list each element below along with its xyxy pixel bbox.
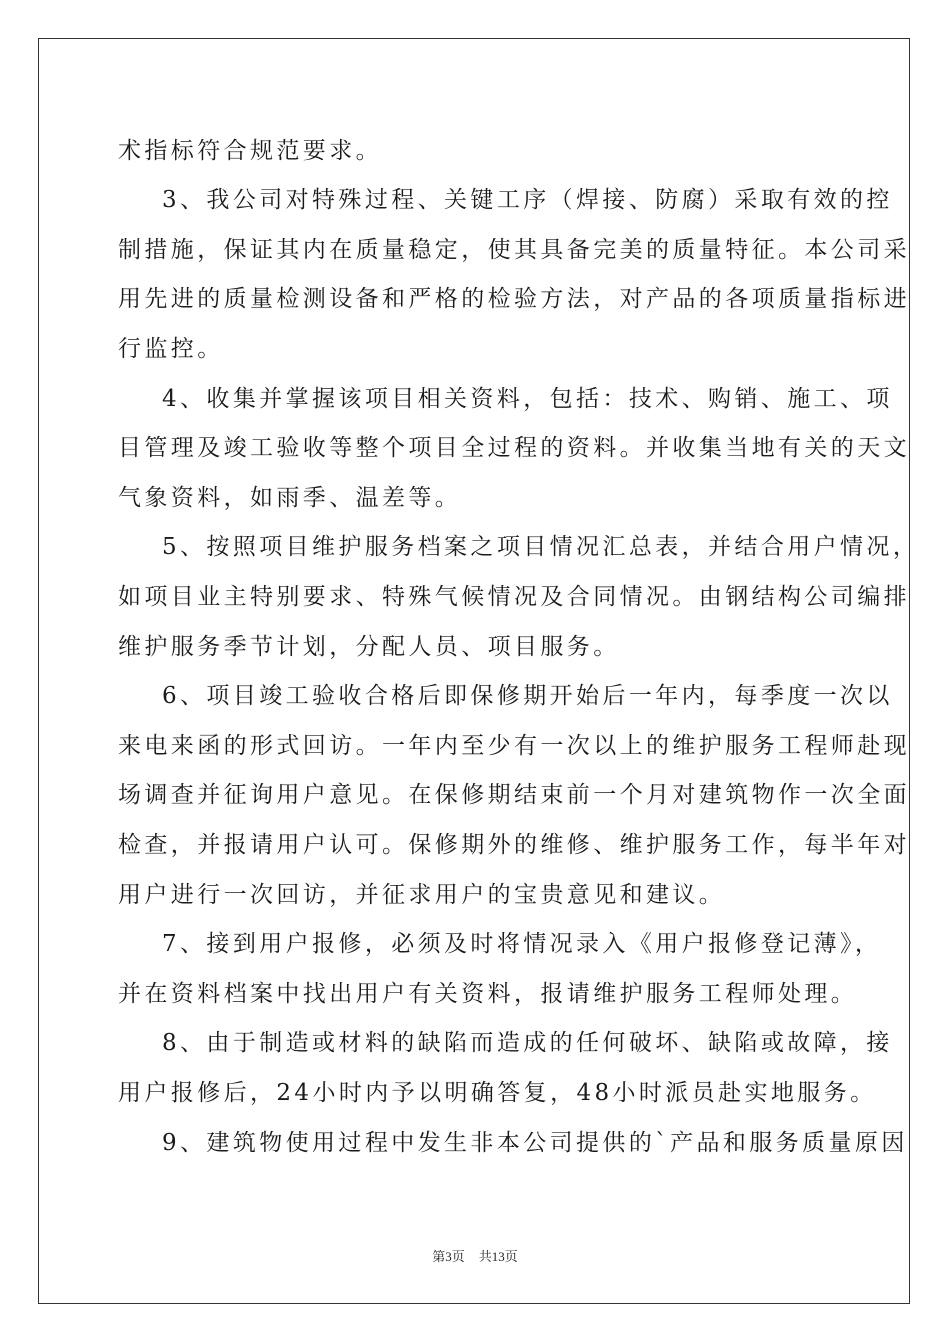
page-total: 共13页: [478, 1249, 518, 1264]
text-line: 维护服务季节计划，分配人员、项目服务。: [118, 634, 620, 660]
paragraph-5-line: 5、按照项目维护服务档案之项目情况汇总表，并结合用户情况，: [162, 534, 920, 560]
text-line: 并在资料档案中找出用户有关资料，报请维护服务工程师处理。: [118, 981, 858, 1007]
page-number: 第3页: [432, 1249, 465, 1264]
text-line: 气象资料，如雨季、温差等。: [118, 485, 462, 511]
text-line: 检查，并报请用户认可。保修期外的维修、维护服务工作，每半年对: [118, 832, 910, 858]
text-line: 场调查并征询用户意见。在保修期结束前一个月对建筑物作一次全面: [118, 782, 910, 808]
page-border: [38, 38, 920, 1304]
text-line: 制措施，保证其内在质量稳定，使其具备完美的质量特征。本公司采: [118, 237, 910, 263]
paragraph-7-line: 7、接到用户报修，必须及时将情况录入《用户报修登记薄》，: [162, 931, 882, 957]
text-line: 目管理及竣工验收等整个项目全过程的资料。并收集当地有关的天文: [118, 435, 910, 461]
paragraph-3-line: 3、我公司对特殊过程、关键工序（焊接、防腐）采取有效的控: [162, 187, 893, 213]
text-line: 用先进的质量检测设备和严格的检验方法，对产品的各项质量指标进: [118, 286, 910, 312]
paragraph-6-line: 6、项目竣工验收合格后即保修期开始后一年内，每季度一次以: [162, 683, 893, 709]
text-line: 行监控。: [118, 336, 224, 362]
text-line: 来电来函的形式回访。一年内至少有一次以上的维护服务工程师赴现: [118, 733, 910, 759]
text-line: 如项目业主特别要求、特殊气候情况及合同情况。由钢结构公司编排: [118, 584, 910, 610]
text-line: 用户报修后，24小时内予以明确答复，48小时派员赴实地服务。: [118, 1080, 877, 1106]
paragraph-9-line: 9、建筑物使用过程中发生非本公司提供的`产品和服务质量原因: [162, 1130, 908, 1156]
paragraph-8-line: 8、由于制造或材料的缺陷而造成的任何破坏、缺陷或故障，接: [162, 1030, 893, 1056]
text-line: 术指标符合规范要求。: [118, 138, 382, 164]
page-footer: [0, 1248, 950, 1266]
text-line: 用户进行一次回访，并征求用户的宝贵意见和建议。: [118, 882, 726, 908]
paragraph-4-line: 4、收集并掌握该项目相关资料，包括：技术、购销、施工、项: [162, 386, 893, 412]
